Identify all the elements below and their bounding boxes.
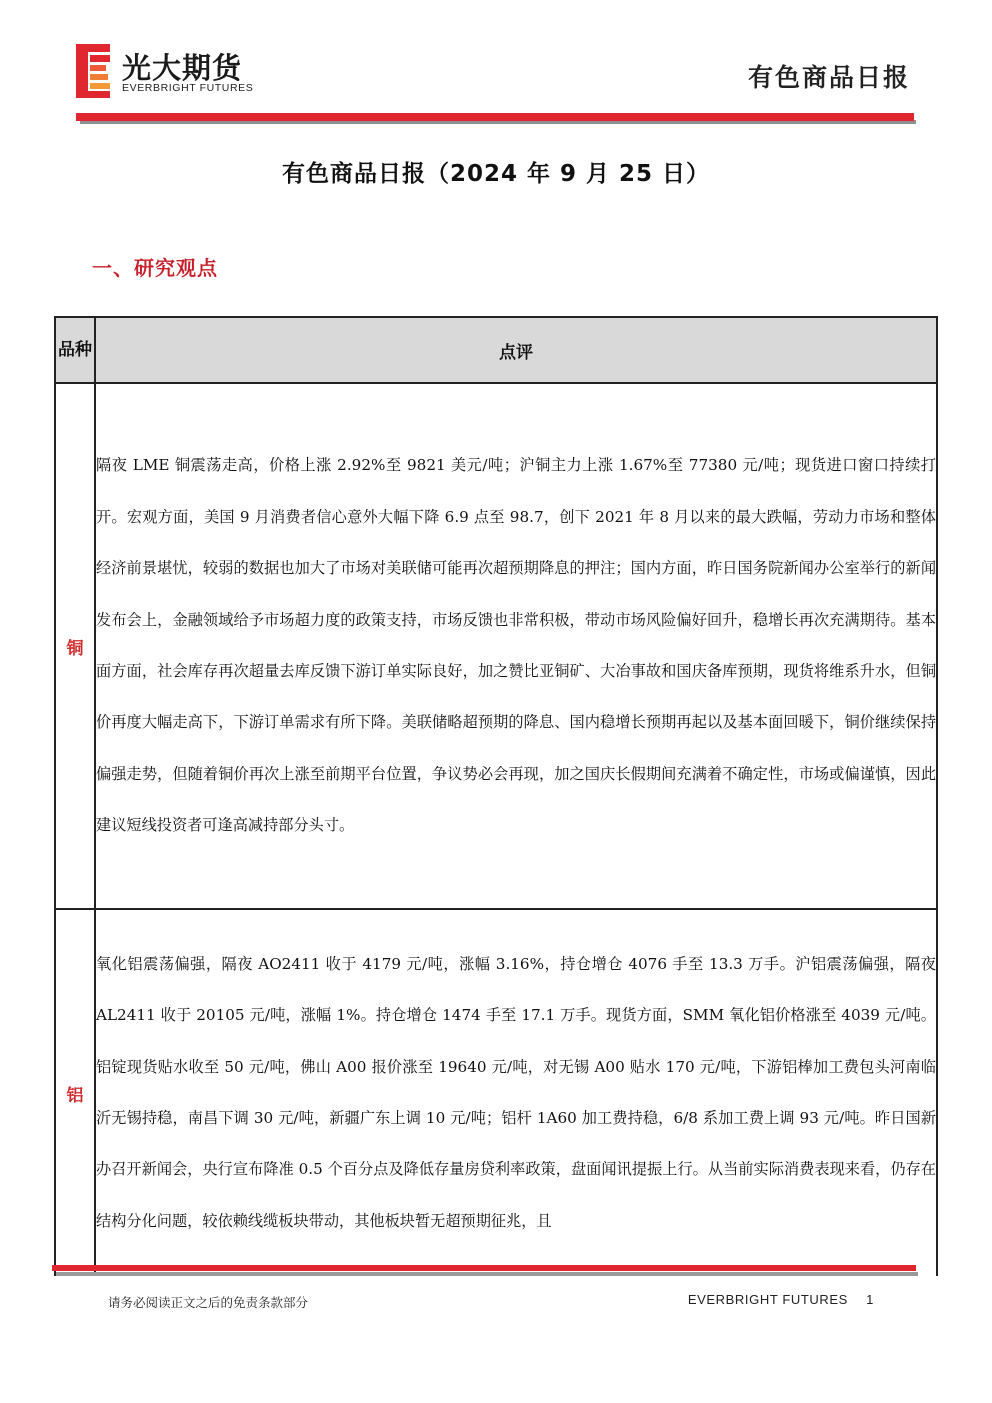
footer-rule-shadow: [56, 1272, 918, 1276]
review-table: [54, 316, 938, 1276]
footer-brand-page: [688, 1292, 874, 1307]
company-logo: [76, 42, 306, 102]
table-row: [55, 909, 937, 1276]
comment-cell: [95, 909, 937, 1276]
kind-cell: 铜: [55, 383, 95, 909]
comment-column-header: [95, 317, 937, 383]
footer-rule: [52, 1265, 916, 1271]
page-number: 1: [866, 1292, 874, 1307]
kind-header-label: 品种: [58, 340, 92, 360]
header-rule: [76, 113, 914, 121]
footer-brand: EVERBRIGHT FUTURES: [687, 1292, 848, 1307]
table-row: [55, 383, 937, 909]
comment-text: 隔夜 LME 铜震荡走高，价格上涨 2.92%至 9821 美元/吨；沪铜主力上涨 1.67%至 77380 元/吨；现货进口窗口持续打开。宏观方面，美国 9 月消费者信心意外大幅下降 6.9 点至 98.7，创下 2021 年 8 月以来的最大跌幅，劳动力市场和整体经济前景堪忧，较弱的数据也加大了市场对美联储可能再次超预期降息的押注；国内方面，昨日国务院新闻办公室举行的新闻发布会上，金融领域给予市场超力度的政策支持，市场反馈也非常积极，带动市场风险偏好回升，稳增长再次充满期待。基本面方面，社会库存再次超量去库反馈下游订单实际良好，加之赞比亚铜矿、大冶事故和国庆备库预期，现货将维系升水，但铜价再度大幅走高下，下游订单需求有所下降。美联储略超预期的降息、国内稳增长预期再起以及基本面回暖下，铜价继续保持偏强走势，但随着铜价再次上涨至前期平台位置，争议势必会再现，加之国庆长假期间充满着不确定性，市场或偏谨慎，因此建议短线投资者可逢高减持部分头寸。: [96, 456, 936, 835]
everbright-logo-icon: [76, 44, 112, 98]
logo-english-name: EVERBRIGHT FUTURES: [122, 82, 254, 94]
comment-cell: [95, 383, 937, 909]
table-header-row: [55, 317, 937, 383]
kind-column-header: [55, 317, 95, 383]
logo-chinese-name: 光大期货: [122, 51, 243, 85]
section-heading: 一、研究观点: [92, 256, 218, 280]
document-title: 有色商品日报（2024 年 9 月 25 日）: [281, 161, 711, 187]
comment-text: 氧化铝震荡偏强，隔夜 AO2411 收于 4179 元/吨，涨幅 3.16%，持仓增仓 4076 手至 13.3 万手。沪铝震荡偏强，隔夜 AL2411 收于 20105 元/吨，涨幅 1%。持仓增仓 1474 手至 17.1 万手。现货方面，SMM 氧化铝价格涨至 4039 元/吨。铝锭现货贴水收至 50 元/吨，佛山 A00 报价涨至 19640 元/吨，对无锡 A00 贴水 170 元/吨，下游铝棒加工费包头河南临沂无锡持稳，南昌下调 30 元/吨，新疆广东上调 10 元/吨；铝杆 1A60 加工费持稳，6/8 系加工费上调 93 元/吨。昨日国新办召开新闻会，央行宣布降准 0.5 个百分点及降低存量房贷利率政策，盘面闻讯提振上行。从当前实际消费表现来看，仍存在结构分化问题，较依赖线缆板块带动，其他板块暂无超预期征兆，且: [96, 954, 936, 1230]
comment-header-label: 点评: [499, 342, 533, 363]
kind-cell: 铝: [55, 909, 95, 1276]
disclaimer-note: 请务必阅读正文之后的免责条款部分: [108, 1295, 309, 1310]
header-report-name: 有色商品日报: [747, 63, 910, 92]
